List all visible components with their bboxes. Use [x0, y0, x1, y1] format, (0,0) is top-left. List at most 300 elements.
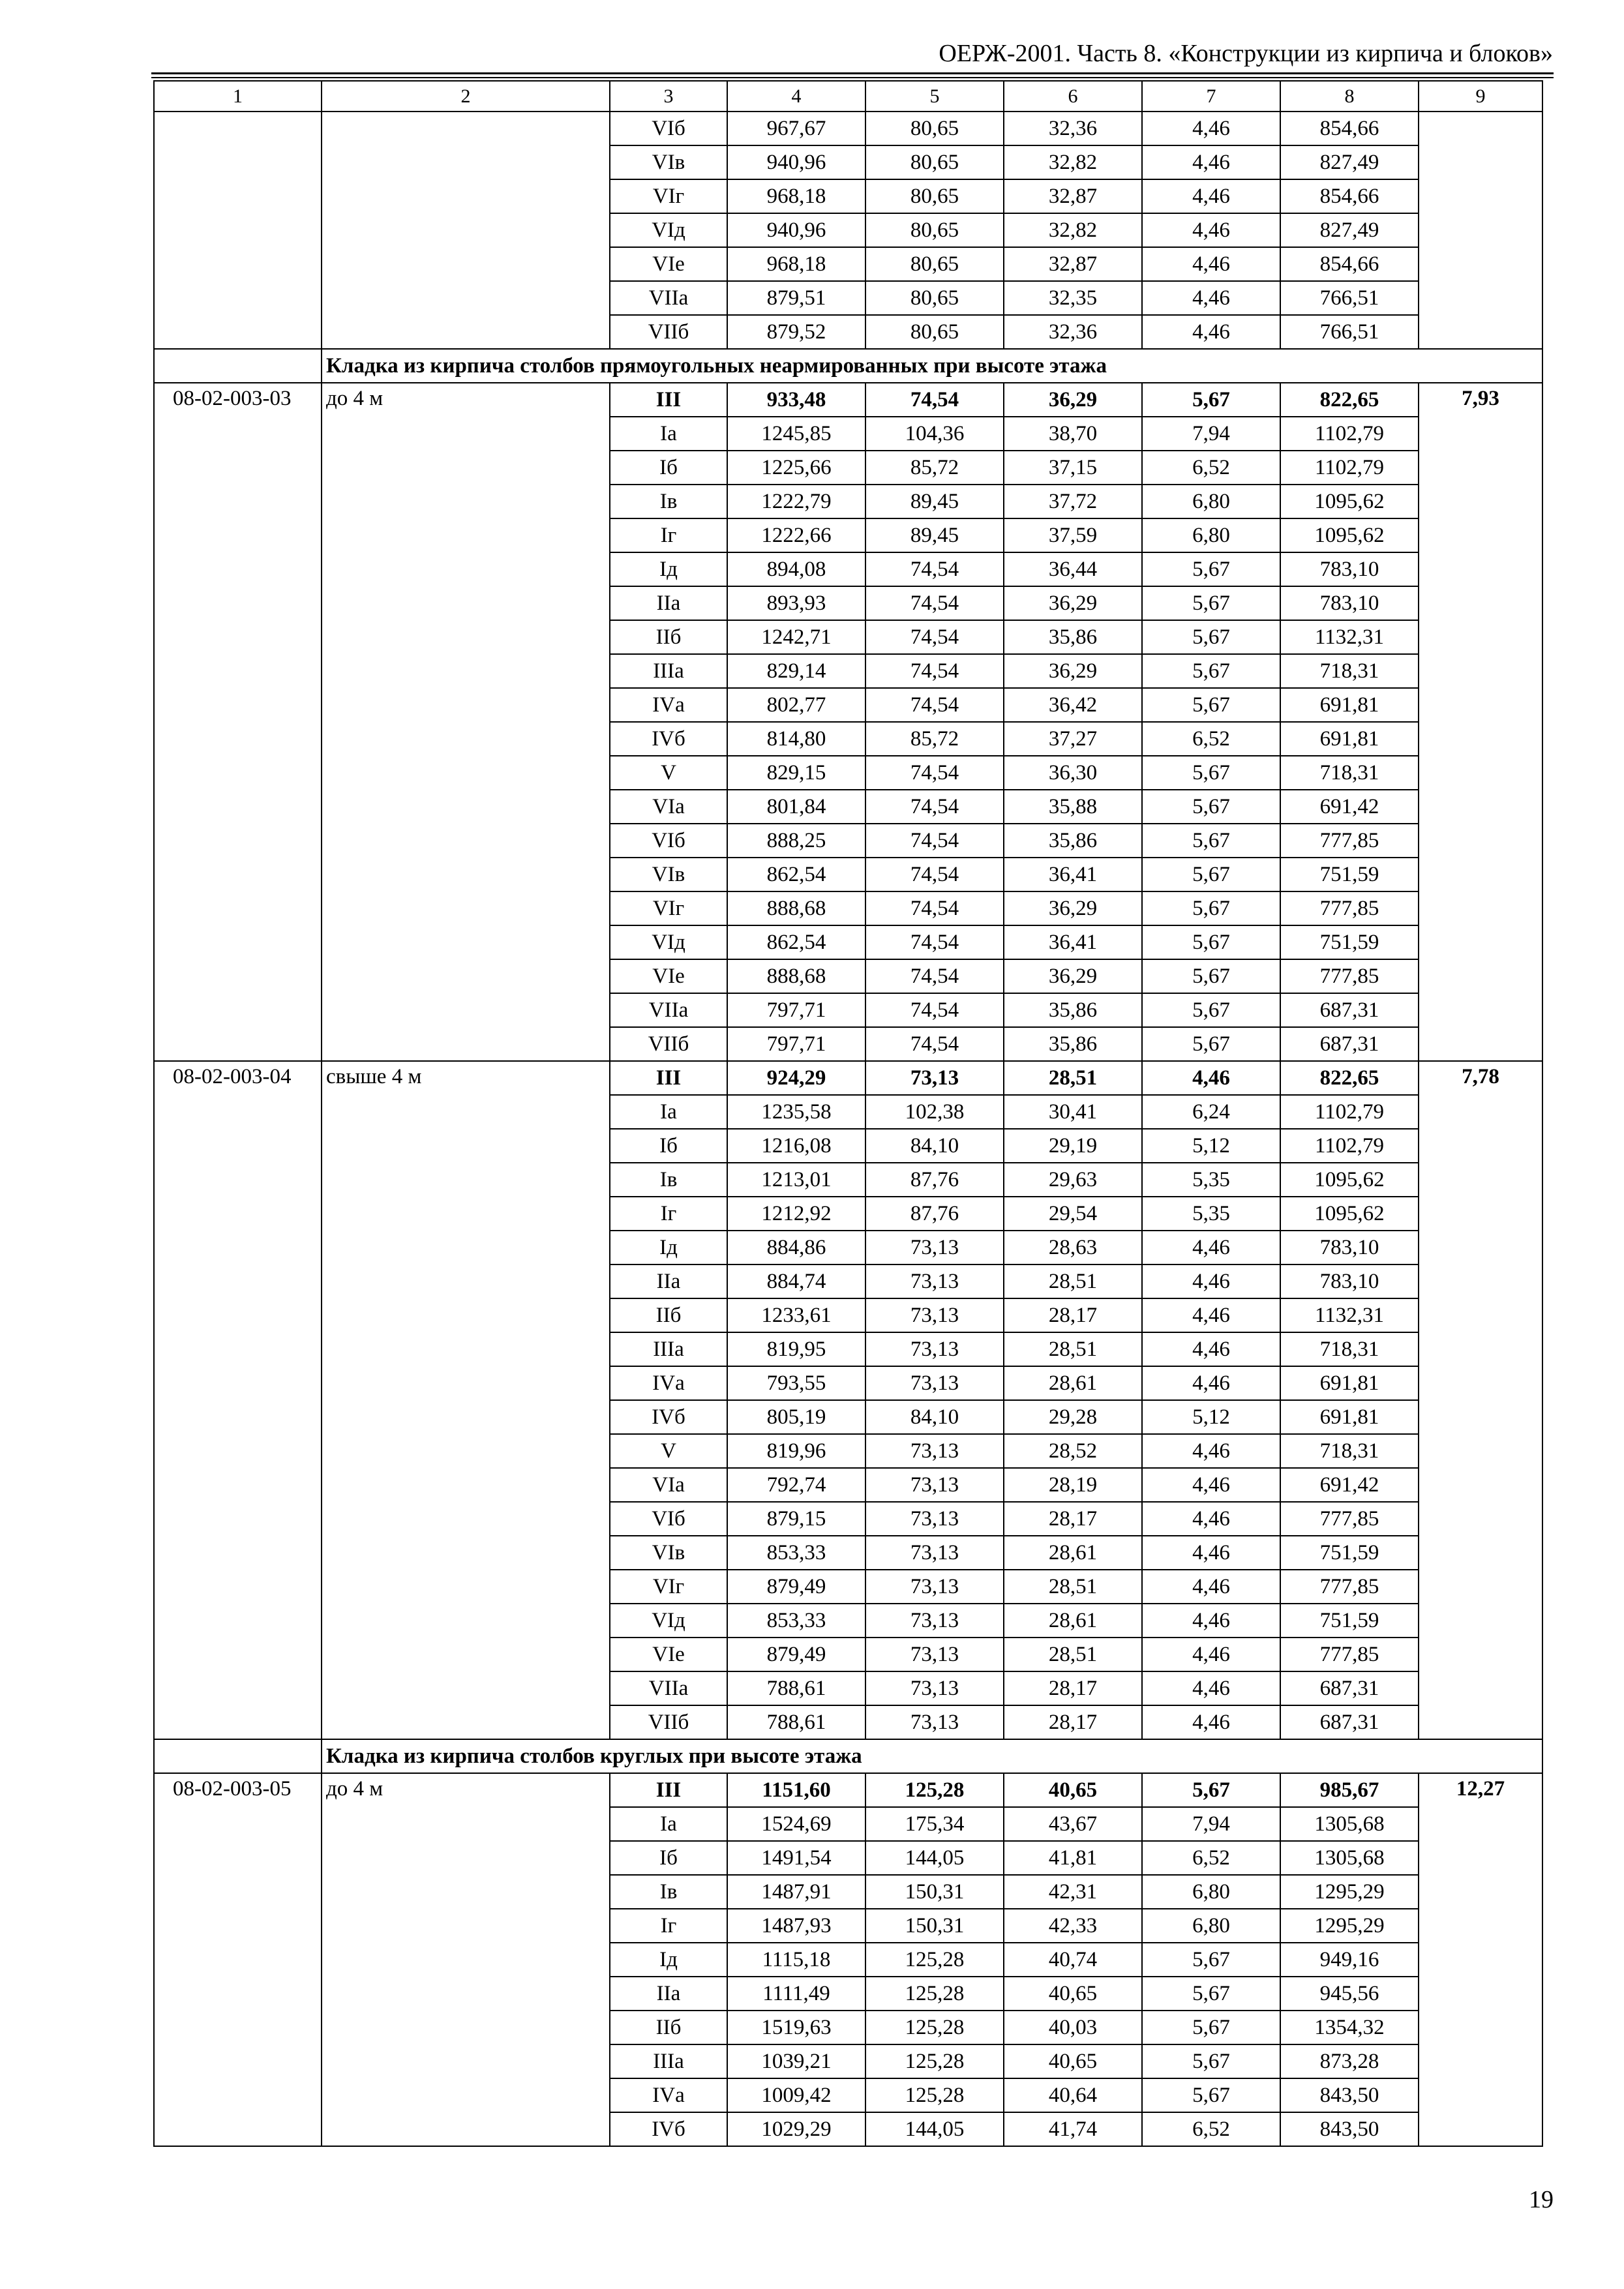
column-number: 5 [865, 81, 1004, 112]
materials-cost: 945,56 [1280, 1977, 1419, 2011]
header-rule [151, 72, 1554, 78]
machinist-wages: 4,46 [1142, 315, 1280, 349]
total-cost: 1233,61 [727, 1298, 865, 1332]
total-cost: 940,96 [727, 213, 865, 247]
total-cost: 853,33 [727, 1604, 865, 1638]
work-description: до 4 м [322, 1773, 610, 2146]
materials-cost: 1095,62 [1280, 1197, 1419, 1231]
resource-class: Iб [610, 1841, 727, 1875]
labor-wages: 73,13 [865, 1536, 1004, 1570]
labor-wages: 150,31 [865, 1909, 1004, 1943]
resource-class: IVб [610, 1400, 727, 1434]
labor-hours [1419, 112, 1542, 349]
machinist-wages: 5,12 [1142, 1400, 1280, 1434]
machinist-wages: 5,67 [1142, 790, 1280, 824]
labor-wages: 73,13 [865, 1468, 1004, 1502]
labor-wages: 125,28 [865, 2044, 1004, 2078]
materials-cost: 843,50 [1280, 2112, 1419, 2146]
machine-cost: 40,03 [1004, 2011, 1142, 2044]
labor-wages: 74,54 [865, 586, 1004, 620]
machinist-wages: 4,46 [1142, 1061, 1280, 1095]
materials-cost: 854,66 [1280, 112, 1419, 145]
total-cost: 968,18 [727, 179, 865, 213]
materials-cost: 1102,79 [1280, 1129, 1419, 1163]
machine-cost: 29,63 [1004, 1163, 1142, 1197]
resource-class: V [610, 1434, 727, 1468]
resource-class: Iб [610, 451, 727, 485]
total-cost: 893,93 [727, 586, 865, 620]
materials-cost: 854,66 [1280, 247, 1419, 281]
resource-class: Iд [610, 1231, 727, 1264]
resource-class: IIа [610, 1264, 727, 1298]
column-number: 4 [727, 81, 865, 112]
materials-cost: 691,81 [1280, 688, 1419, 722]
total-cost: 894,08 [727, 552, 865, 586]
labor-wages: 74,54 [865, 925, 1004, 959]
total-cost: 879,49 [727, 1570, 865, 1604]
machine-cost: 28,17 [1004, 1298, 1142, 1332]
resource-class: VIб [610, 824, 727, 858]
resource-class: VIг [610, 179, 727, 213]
labor-wages: 80,65 [865, 247, 1004, 281]
machine-cost: 28,51 [1004, 1332, 1142, 1366]
materials-cost: 843,50 [1280, 2078, 1419, 2112]
resource-class: IIа [610, 1977, 727, 2011]
materials-cost: 1102,79 [1280, 451, 1419, 485]
labor-wages: 85,72 [865, 451, 1004, 485]
total-cost: 888,68 [727, 891, 865, 925]
labor-wages: 73,13 [865, 1570, 1004, 1604]
resource-class: VIа [610, 1468, 727, 1502]
materials-cost: 822,65 [1280, 1061, 1419, 1095]
machinist-wages: 6,24 [1142, 1095, 1280, 1129]
labor-wages: 80,65 [865, 112, 1004, 145]
resource-class: III [610, 1773, 727, 1807]
machinist-wages: 4,46 [1142, 1298, 1280, 1332]
machine-cost: 32,87 [1004, 179, 1142, 213]
resource-class: VIIб [610, 1705, 727, 1739]
resource-class: V [610, 756, 727, 790]
total-cost: 1242,71 [727, 620, 865, 654]
materials-cost: 1354,32 [1280, 2011, 1419, 2044]
machine-cost: 40,65 [1004, 1977, 1142, 2011]
machinist-wages: 6,80 [1142, 1909, 1280, 1943]
materials-cost: 873,28 [1280, 2044, 1419, 2078]
resource-class: VIб [610, 1502, 727, 1536]
machine-cost: 36,29 [1004, 891, 1142, 925]
labor-wages: 74,54 [865, 620, 1004, 654]
machinist-wages: 7,94 [1142, 417, 1280, 451]
resource-class: III [610, 383, 727, 417]
materials-cost: 718,31 [1280, 1332, 1419, 1366]
resource-class: VIIа [610, 281, 727, 315]
resource-class: VIг [610, 891, 727, 925]
labor-wages: 73,13 [865, 1604, 1004, 1638]
labor-wages: 125,28 [865, 1773, 1004, 1807]
materials-cost: 1132,31 [1280, 620, 1419, 654]
machinist-wages: 5,67 [1142, 688, 1280, 722]
labor-wages: 73,13 [865, 1638, 1004, 1671]
materials-cost: 1295,29 [1280, 1875, 1419, 1909]
machine-cost: 40,65 [1004, 2044, 1142, 2078]
total-cost: 1151,60 [727, 1773, 865, 1807]
machinist-wages: 5,67 [1142, 654, 1280, 688]
resource-class: IIб [610, 2011, 727, 2044]
machine-cost: 35,86 [1004, 1027, 1142, 1061]
norm-code: 08-02-003-04 [154, 1061, 322, 1739]
resource-class: IIб [610, 620, 727, 654]
table-row [154, 383, 1542, 417]
materials-cost: 687,31 [1280, 1705, 1419, 1739]
labor-wages: 89,45 [865, 485, 1004, 518]
resource-class: IIб [610, 1298, 727, 1332]
total-cost: 884,74 [727, 1264, 865, 1298]
machine-cost: 35,86 [1004, 824, 1142, 858]
resource-class: Iв [610, 485, 727, 518]
labor-hours: 7,78 [1419, 1061, 1542, 1739]
resource-class: Iб [610, 1129, 727, 1163]
machine-cost: 36,29 [1004, 586, 1142, 620]
total-cost: 853,33 [727, 1536, 865, 1570]
labor-wages: 74,54 [865, 756, 1004, 790]
norm-code: 08-02-003-05 [154, 1773, 322, 2146]
resource-class: VIе [610, 959, 727, 993]
total-cost: 1213,01 [727, 1163, 865, 1197]
total-cost: 879,15 [727, 1502, 865, 1536]
machinist-wages: 5,67 [1142, 824, 1280, 858]
resource-class: Iг [610, 1909, 727, 1943]
labor-wages: 74,54 [865, 688, 1004, 722]
total-cost: 1115,18 [727, 1943, 865, 1977]
total-cost: 933,48 [727, 383, 865, 417]
total-cost: 967,67 [727, 112, 865, 145]
labor-wages: 80,65 [865, 213, 1004, 247]
machine-cost: 37,15 [1004, 451, 1142, 485]
total-cost: 879,49 [727, 1638, 865, 1671]
machine-cost: 28,17 [1004, 1705, 1142, 1739]
total-cost: 814,80 [727, 722, 865, 756]
total-cost: 1111,49 [727, 1977, 865, 2011]
total-cost: 1524,69 [727, 1807, 865, 1841]
column-number: 6 [1004, 81, 1142, 112]
machine-cost: 28,51 [1004, 1061, 1142, 1095]
labor-wages: 74,54 [865, 993, 1004, 1027]
machinist-wages: 4,46 [1142, 112, 1280, 145]
machine-cost: 32,36 [1004, 315, 1142, 349]
norm-code [154, 112, 322, 349]
materials-cost: 985,67 [1280, 1773, 1419, 1807]
total-cost: 879,51 [727, 281, 865, 315]
machinist-wages: 4,46 [1142, 1638, 1280, 1671]
machine-cost: 28,17 [1004, 1671, 1142, 1705]
resource-class: VIIа [610, 993, 727, 1027]
resource-class: IVа [610, 688, 727, 722]
resource-class: VIв [610, 1536, 727, 1570]
total-cost: 805,19 [727, 1400, 865, 1434]
materials-cost: 718,31 [1280, 756, 1419, 790]
section-heading-row [154, 349, 1542, 383]
resource-class: VIе [610, 247, 727, 281]
labor-wages: 175,34 [865, 1807, 1004, 1841]
machinist-wages: 4,46 [1142, 1468, 1280, 1502]
labor-hours: 12,27 [1419, 1773, 1542, 2146]
machinist-wages: 4,46 [1142, 1570, 1280, 1604]
labor-wages: 102,38 [865, 1095, 1004, 1129]
labor-wages: 104,36 [865, 417, 1004, 451]
work-description: до 4 м [322, 383, 610, 1061]
machine-cost: 28,61 [1004, 1366, 1142, 1400]
resource-class: VIд [610, 925, 727, 959]
resource-class: VIд [610, 1604, 727, 1638]
total-cost: 862,54 [727, 858, 865, 891]
total-cost: 1235,58 [727, 1095, 865, 1129]
resource-class: VIд [610, 213, 727, 247]
labor-wages: 89,45 [865, 518, 1004, 552]
machine-cost: 28,51 [1004, 1638, 1142, 1671]
labor-wages: 74,54 [865, 654, 1004, 688]
machinist-wages: 5,67 [1142, 586, 1280, 620]
resource-class: IVа [610, 2078, 727, 2112]
total-cost: 1222,66 [727, 518, 865, 552]
machine-cost: 32,35 [1004, 281, 1142, 315]
labor-hours: 7,93 [1419, 383, 1542, 1061]
machine-cost: 29,54 [1004, 1197, 1142, 1231]
column-number: 1 [154, 81, 322, 112]
total-cost: 1216,08 [727, 1129, 865, 1163]
materials-cost: 777,85 [1280, 891, 1419, 925]
machinist-wages: 5,67 [1142, 1977, 1280, 2011]
section-heading-row [154, 1739, 1542, 1773]
materials-cost: 751,59 [1280, 925, 1419, 959]
machine-cost: 36,44 [1004, 552, 1142, 586]
machine-cost: 36,29 [1004, 959, 1142, 993]
machinist-wages: 4,46 [1142, 1231, 1280, 1264]
labor-wages: 74,54 [865, 891, 1004, 925]
total-cost: 829,15 [727, 756, 865, 790]
total-cost: 1222,79 [727, 485, 865, 518]
machine-cost: 40,65 [1004, 1773, 1142, 1807]
machinist-wages: 4,46 [1142, 1332, 1280, 1366]
materials-cost: 777,85 [1280, 1502, 1419, 1536]
machinist-wages: 6,52 [1142, 722, 1280, 756]
labor-wages: 73,13 [865, 1264, 1004, 1298]
materials-cost: 1095,62 [1280, 1163, 1419, 1197]
materials-cost: 783,10 [1280, 586, 1419, 620]
machinist-wages: 5,67 [1142, 552, 1280, 586]
resource-class: IIIа [610, 1332, 727, 1366]
machinist-wages: 5,67 [1142, 891, 1280, 925]
machinist-wages: 4,46 [1142, 1366, 1280, 1400]
total-cost: 1245,85 [727, 417, 865, 451]
machinist-wages: 4,46 [1142, 1536, 1280, 1570]
section-spacer [154, 1739, 322, 1773]
labor-wages: 80,65 [865, 281, 1004, 315]
total-cost: 788,61 [727, 1671, 865, 1705]
section-spacer [154, 349, 322, 383]
total-cost: 1212,92 [727, 1197, 865, 1231]
labor-wages: 74,54 [865, 858, 1004, 891]
labor-wages: 73,13 [865, 1298, 1004, 1332]
total-cost: 1519,63 [727, 2011, 865, 2044]
labor-wages: 80,65 [865, 145, 1004, 179]
resource-class: VIа [610, 790, 727, 824]
resource-class: IIа [610, 586, 727, 620]
total-cost: 829,14 [727, 654, 865, 688]
total-cost: 802,77 [727, 688, 865, 722]
machinist-wages: 6,52 [1142, 451, 1280, 485]
machine-cost: 28,63 [1004, 1231, 1142, 1264]
total-cost: 819,96 [727, 1434, 865, 1468]
machine-cost: 29,28 [1004, 1400, 1142, 1434]
resource-class: VIIб [610, 1027, 727, 1061]
machine-cost: 28,17 [1004, 1502, 1142, 1536]
machinist-wages: 5,35 [1142, 1163, 1280, 1197]
labor-wages: 80,65 [865, 315, 1004, 349]
machinist-wages: 6,52 [1142, 2112, 1280, 2146]
labor-wages: 74,54 [865, 959, 1004, 993]
total-cost: 968,18 [727, 247, 865, 281]
resource-class: IVб [610, 722, 727, 756]
materials-cost: 854,66 [1280, 179, 1419, 213]
machine-cost: 40,74 [1004, 1943, 1142, 1977]
total-cost: 924,29 [727, 1061, 865, 1095]
labor-wages: 80,65 [865, 179, 1004, 213]
machinist-wages: 6,80 [1142, 518, 1280, 552]
machinist-wages: 4,46 [1142, 213, 1280, 247]
total-cost: 888,25 [727, 824, 865, 858]
machinist-wages: 5,12 [1142, 1129, 1280, 1163]
column-number: 2 [322, 81, 610, 112]
table-row [154, 1773, 1542, 1807]
materials-cost: 1095,62 [1280, 518, 1419, 552]
machine-cost: 41,81 [1004, 1841, 1142, 1875]
work-description: свыше 4 м [322, 1061, 610, 1739]
machinist-wages: 5,67 [1142, 1773, 1280, 1807]
resource-class: Iа [610, 1095, 727, 1129]
materials-cost: 751,59 [1280, 858, 1419, 891]
machinist-wages: 5,67 [1142, 993, 1280, 1027]
machine-cost: 43,67 [1004, 1807, 1142, 1841]
machine-cost: 30,41 [1004, 1095, 1142, 1129]
machine-cost: 28,52 [1004, 1434, 1142, 1468]
labor-wages: 74,54 [865, 383, 1004, 417]
materials-cost: 718,31 [1280, 654, 1419, 688]
machine-cost: 32,82 [1004, 213, 1142, 247]
column-number: 3 [610, 81, 727, 112]
machine-cost: 28,19 [1004, 1468, 1142, 1502]
materials-cost: 691,42 [1280, 1468, 1419, 1502]
total-cost: 792,74 [727, 1468, 865, 1502]
total-cost: 797,71 [727, 993, 865, 1027]
total-cost: 1225,66 [727, 451, 865, 485]
machine-cost: 36,30 [1004, 756, 1142, 790]
machinist-wages: 6,80 [1142, 1875, 1280, 1909]
machinist-wages: 5,67 [1142, 959, 1280, 993]
materials-cost: 827,49 [1280, 145, 1419, 179]
total-cost: 1039,21 [727, 2044, 865, 2078]
resource-class: IIIа [610, 654, 727, 688]
materials-cost: 1095,62 [1280, 485, 1419, 518]
total-cost: 1009,42 [727, 2078, 865, 2112]
materials-cost: 1102,79 [1280, 417, 1419, 451]
machinist-wages: 5,67 [1142, 1943, 1280, 1977]
labor-wages: 74,54 [865, 824, 1004, 858]
materials-cost: 777,85 [1280, 1570, 1419, 1604]
materials-cost: 691,81 [1280, 1400, 1419, 1434]
materials-cost: 1295,29 [1280, 1909, 1419, 1943]
materials-cost: 783,10 [1280, 1264, 1419, 1298]
machine-cost: 36,41 [1004, 925, 1142, 959]
labor-wages: 84,10 [865, 1400, 1004, 1434]
materials-cost: 777,85 [1280, 1638, 1419, 1671]
labor-wages: 73,13 [865, 1705, 1004, 1739]
column-number: 9 [1419, 81, 1542, 112]
resource-class: Iд [610, 1943, 727, 1977]
resource-class: Iв [610, 1163, 727, 1197]
resource-class: Iд [610, 552, 727, 586]
machine-cost: 42,31 [1004, 1875, 1142, 1909]
machinist-wages: 4,46 [1142, 1264, 1280, 1298]
machinist-wages: 7,94 [1142, 1807, 1280, 1841]
table-row [154, 1061, 1542, 1095]
labor-wages: 84,10 [865, 1129, 1004, 1163]
machinist-wages: 5,67 [1142, 2044, 1280, 2078]
resource-class: VIб [610, 112, 727, 145]
price-table [153, 80, 1543, 2147]
machinist-wages: 4,46 [1142, 1434, 1280, 1468]
machine-cost: 28,51 [1004, 1570, 1142, 1604]
machinist-wages: 5,67 [1142, 383, 1280, 417]
resource-class: IIIа [610, 2044, 727, 2078]
materials-cost: 1102,79 [1280, 1095, 1419, 1129]
column-number: 7 [1142, 81, 1280, 112]
resource-class: IVб [610, 2112, 727, 2146]
work-description [322, 112, 610, 349]
total-cost: 797,71 [727, 1027, 865, 1061]
materials-cost: 691,81 [1280, 1366, 1419, 1400]
resource-class: Iа [610, 1807, 727, 1841]
materials-cost: 766,51 [1280, 315, 1419, 349]
machinist-wages: 5,35 [1142, 1197, 1280, 1231]
machine-cost: 40,64 [1004, 2078, 1142, 2112]
resource-class: Iг [610, 518, 727, 552]
total-cost: 1487,93 [727, 1909, 865, 1943]
machinist-wages: 6,80 [1142, 485, 1280, 518]
materials-cost: 949,16 [1280, 1943, 1419, 1977]
labor-wages: 125,28 [865, 2011, 1004, 2044]
resource-class: VIIа [610, 1671, 727, 1705]
machinist-wages: 4,46 [1142, 1705, 1280, 1739]
total-cost: 888,68 [727, 959, 865, 993]
materials-cost: 783,10 [1280, 552, 1419, 586]
labor-wages: 74,54 [865, 790, 1004, 824]
column-number: 8 [1280, 81, 1419, 112]
machine-cost: 41,74 [1004, 2112, 1142, 2146]
materials-cost: 687,31 [1280, 1027, 1419, 1061]
machinist-wages: 5,67 [1142, 756, 1280, 790]
materials-cost: 783,10 [1280, 1231, 1419, 1264]
materials-cost: 687,31 [1280, 993, 1419, 1027]
machinist-wages: 4,46 [1142, 1604, 1280, 1638]
total-cost: 862,54 [727, 925, 865, 959]
resource-class: VIв [610, 145, 727, 179]
labor-wages: 73,13 [865, 1434, 1004, 1468]
machine-cost: 37,27 [1004, 722, 1142, 756]
machine-cost: 28,61 [1004, 1604, 1142, 1638]
machinist-wages: 4,46 [1142, 1502, 1280, 1536]
total-cost: 793,55 [727, 1366, 865, 1400]
resource-class: Iв [610, 1875, 727, 1909]
